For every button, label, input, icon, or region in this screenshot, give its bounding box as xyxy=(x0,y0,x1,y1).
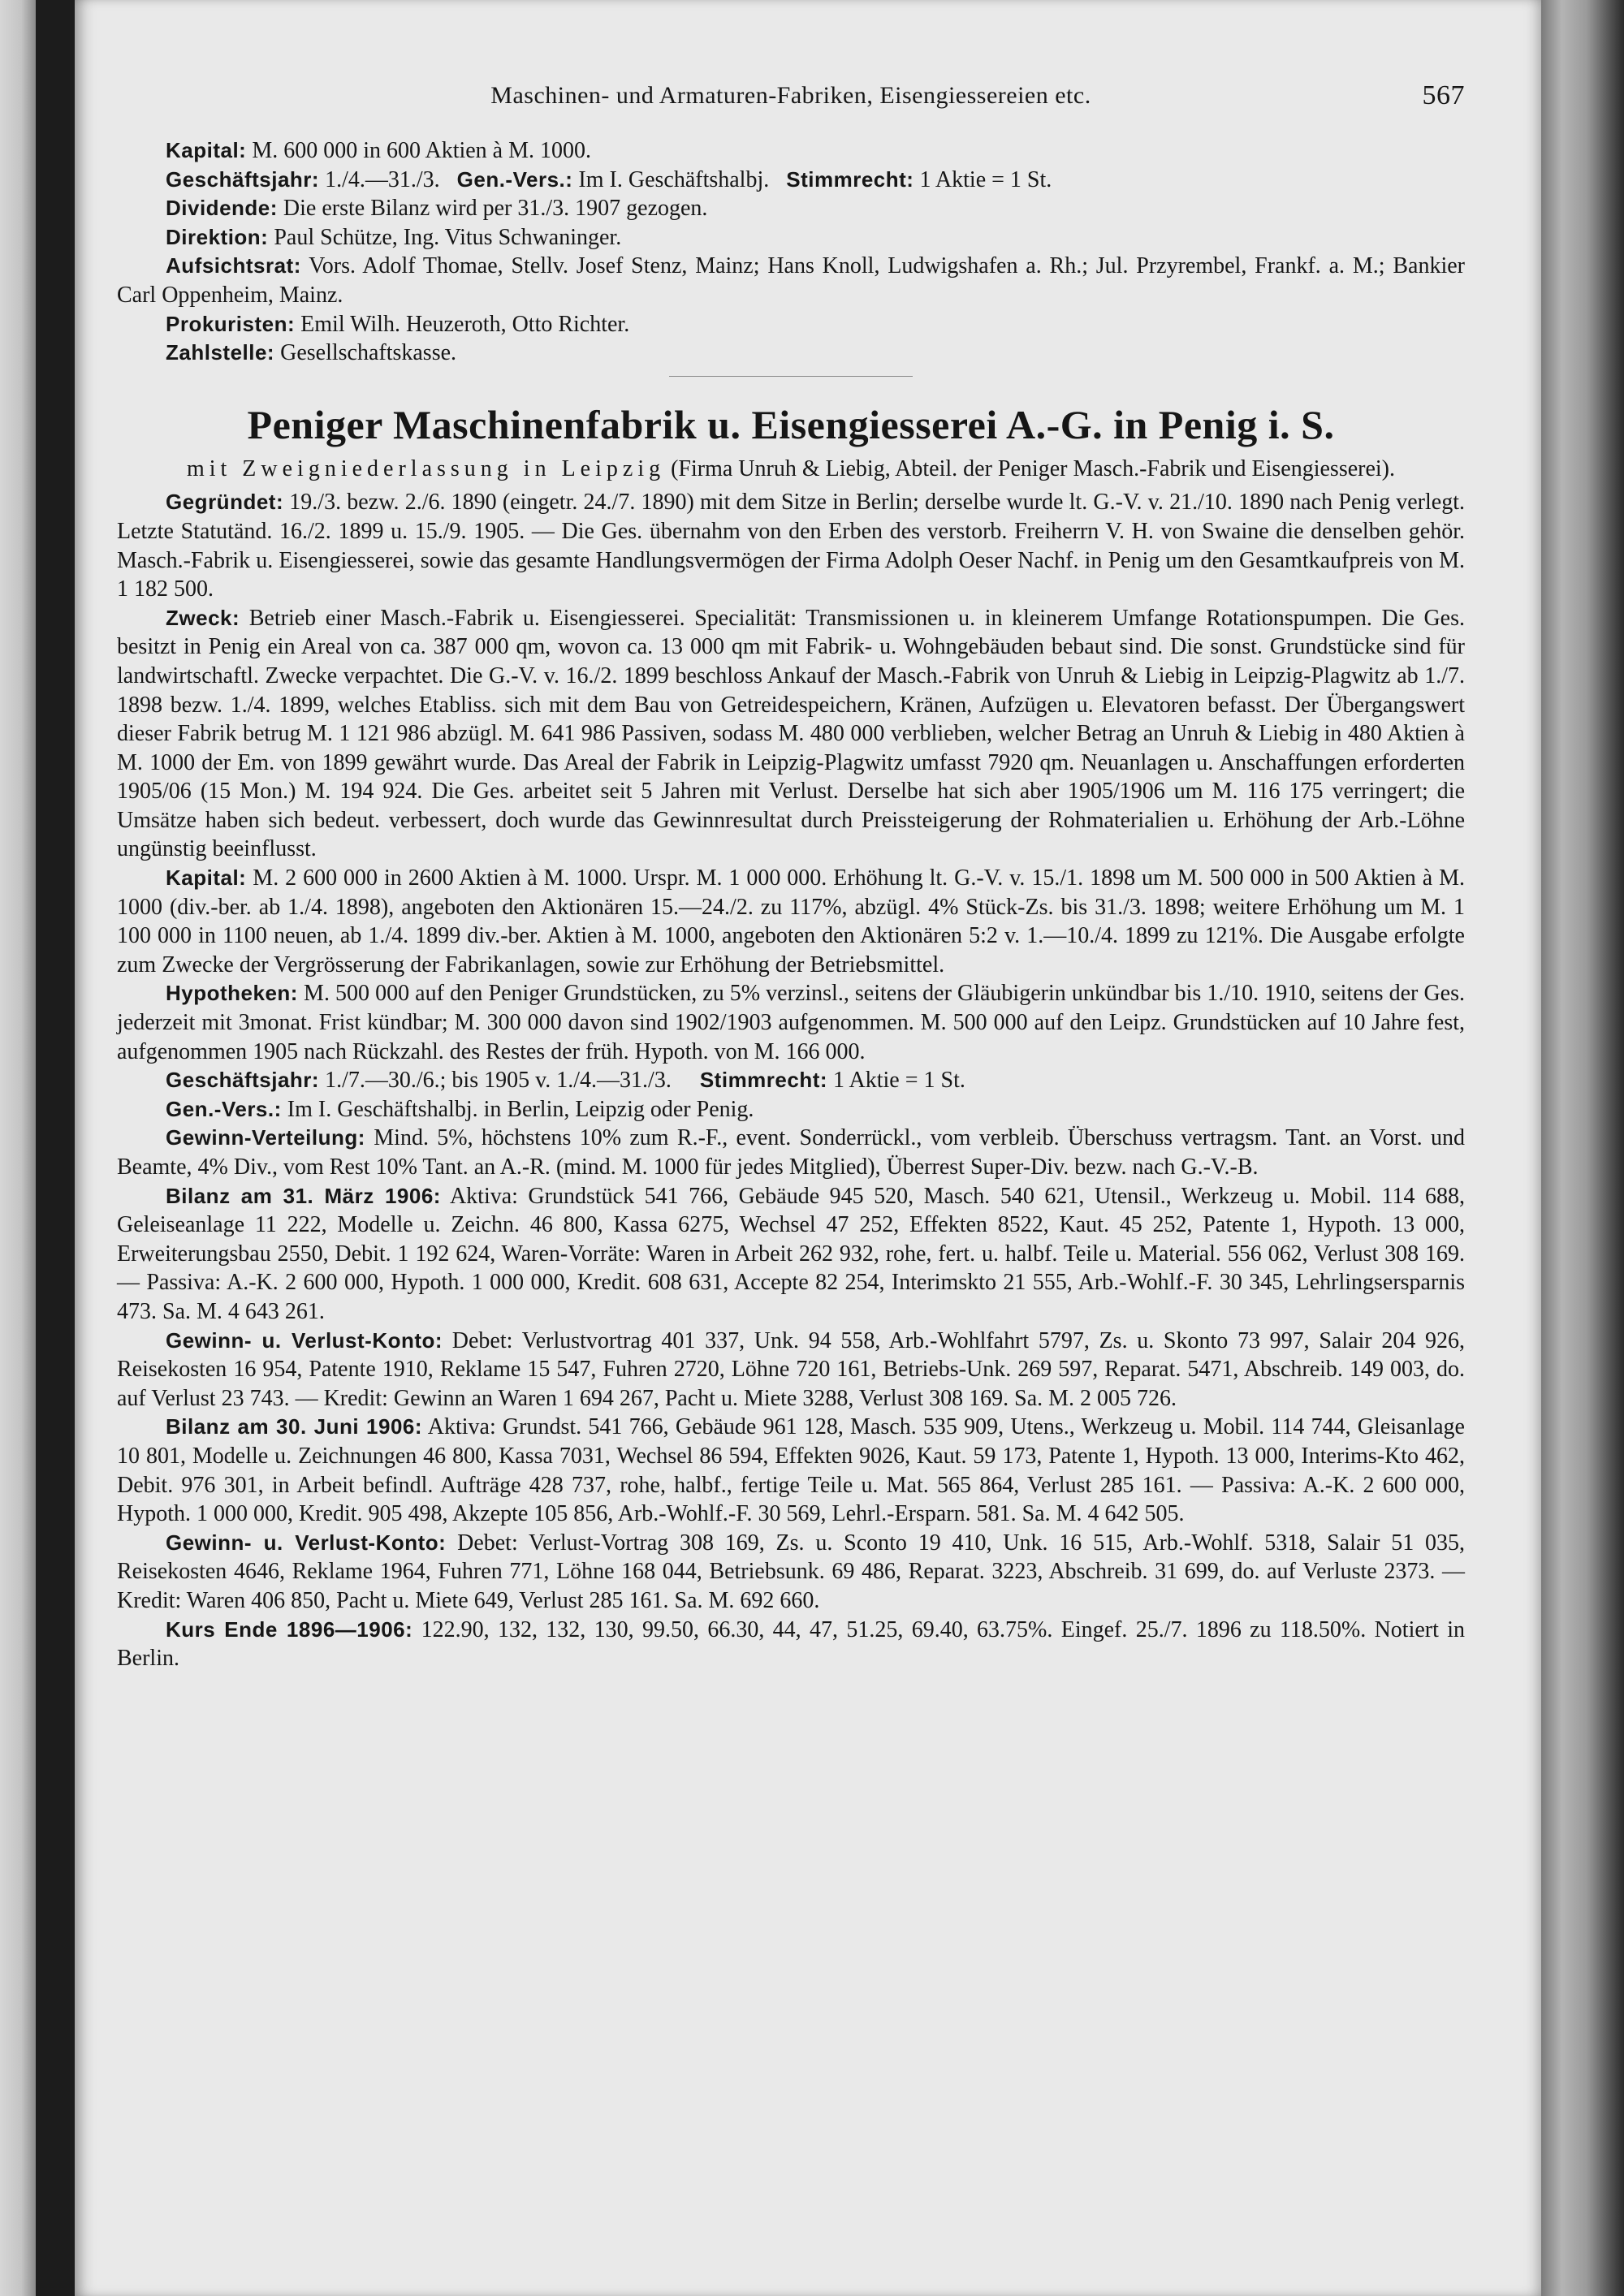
header-title: Maschinen- und Armaturen-Fabriken, Eisengiessereien etc. xyxy=(490,82,1091,109)
prev-direktion: Direktion: Paul Schütze, Ing. Vitus Schwaninger. xyxy=(166,224,622,250)
company-subtitle: mit Zweigniederlassung in Leipzig (Firma Unruh & Liebig, Abteil. der Peniger Masch.-Fabrik und Eisengiesserei). xyxy=(186,455,1396,481)
section-gegruendet: Gegründet: 19./3. bezw. 2./6. 1890 (eingetr. 24./7. 1890) mit dem Sitze in Berlin; derselbe wurde lt. G.-V. v. 21./10. 1890 nach Penig verlegt. Letzte Statutänd. 16./2. 1899 u. 15./9. 1905. — Die Ges. übernahm von den Erben des verstorb. Freiherrn V. H. von Swaine die denselben gehör. Masch.-Fabrik u. Eisengiesserei, sowie das gesamte Handlungsvermögen der Firma Adolph Oeser Nachf. in Penig um den Gesamtkaufpreis von M. 1 182 500. xyxy=(117,490,1465,602)
company-title: Peniger Maschinenfabrik u. Eisengiesserei A.-G. in Penig i. S. xyxy=(247,401,1335,447)
section-geschaeftsjahr: Geschäftsjahr: 1./7.—30./6.; bis 1905 v. 1./4.—31./3. Stimmrecht: 1 Aktie = 1 St. xyxy=(166,1068,965,1094)
prev-kapital: Kapital: M. 600 000 in 600 Aktien à M. 1000. xyxy=(166,138,592,163)
prev-aufsichtsrat: Aufsichtsrat: Vors. Adolf Thomae, Stellv. Josef Stenz, Mainz; Hans Knoll, Ludwigshafen a. Rh.; Jul. Przyrembel, Frankf. a. M.; Bankier Carl Oppenheim, Mainz. xyxy=(117,253,1465,308)
section-kurs: Kurs Ende 1896—1906: 122.90, 132, 132, 130, 99.50, 66.30, 44, 47, 51.25, 69.40, 63.75%. Eingef. 25./7. 1896 zu 118.50%. Notiert in Berlin. xyxy=(117,1616,1465,1672)
prev-dividende: Dividende: Die erste Bilanz wird per 31./3. 1907 gezogen. xyxy=(166,196,708,222)
section-guv-1906-06: Gewinn- u. Verlust-Konto: Debet: Verlust-Vortrag 308 169, Zs. u. Sconto 19 410, Unk. 16 515, Arb.-Wohlf. 5318, Salair 51 035, Reisekosten 4646, Reklame 1964, Fuhren 771, Löhne 168 044, Betriebsunk. 69 486, Reparat. 3223, Abschreib. 31 699, do. auf Verluste 2373. — Kredit: Waren 406 850, Pacht u. Miete 649, Verlust 285 161. Sa. M. 692 660. xyxy=(117,1530,1466,1613)
section-guv-1906-03: Gewinn- u. Verlust-Konto: Debet: Verlustvortrag 401 337, Unk. 94 558, Arb.-Wohlfahrt 5797, Zs. u. Skonto 73 997, Salair 204 926, Reisekosten 16 954, Patente 1910, Reklame 15 547, Fuhren 2720, Löhne 720 161, Betriebs-Unk. 269 597, Reparat. 5471, Abschreib. 149 003, do. auf Verlust 23 743. — Kredit: Gewinn an Waren 1 694 267, Pacht u. Miete 3288, Verlust 308 169. Sa. M. 2 005 726. xyxy=(117,1327,1465,1411)
page-content xyxy=(117,76,1465,1673)
prev-prokuristen: Prokuristen: Emil Wilh. Heuzeroth, Otto Richter. xyxy=(166,311,630,337)
section-gen-vers: Gen.-Vers.: Im I. Geschäftshalbj. in Berlin, Leipzig oder Penig. xyxy=(166,1096,754,1122)
prev-geschaeftsjahr: Geschäftsjahr: 1./4.—31./3. Gen.-Vers.: Im I. Geschäftshalbj. Stimmrecht: 1 Aktie = 1 St. xyxy=(166,166,1052,192)
section-zweck: Zweck: Betrieb einer Masch.-Fabrik u. Eisengiesserei. Specialität: Transmissionen u. in kleinerem Umfange Rotationspumpen. Die Ges. besitzt in Penig ein Areal von ca. 387 000 qm, wovon ca. 13 000 qm mit Fabrik- u. Wohngebäuden bebaut sind. Die sonst. Grundstücke sind für landwirtschaftl. Zwecke verpachtet. Die G.-V. v. 16./2. 1899 beschloss Ankauf der Masch.-Fabrik von Unruh & Liebig in Leipzig-Plagwitz ab 1./7. 1898 bezw. 1./4. 1899, welches Etabliss. sich mit dem Bau von Getreidespeichern, Kränen, Aufzügen u. Elevatoren befasst. Der Übergangswert dieser Fabrik betrug M. 1 121 986 abzügl. M. 641 986 Passiven, sodass M. 480 000 verblieben, welcher Betrag an Unruh & Liebig in 480 Aktien à M. 1000 der Em. von 1899 gewährt wurde. Das Areal der Fabrik in Leipzig-Plagwitz umfasst 7920 qm. Neuanlagen u. Anschaffungen erforderten 1905/06 (15 Mon.) M. 194 924. Die Ges. arbeitet seit 5 Jahren mit Verlust. Derselbe hat sich aber 1905/1906 um M. 116 175 verringert; die Umsätze haben sich bedeut. verbessert, doch wurde das Gewinnresultat durch Preissteigerung der Rohmaterialien u. Erhöhung der Arb.-Löhne ungünstig beeinflusst. xyxy=(117,605,1465,862)
scan-left-margin xyxy=(0,0,36,2296)
section-kapital: Kapital: M. 2 600 000 in 2600 Aktien à M. 1000. Urspr. M. 1 000 000. Erhöhung lt. G.-V. v. 15./1. 1898 um M. 500 000 in 500 Aktien à M. 1000 (div.-ber. ab 1./4. 1898), angeboten den Aktionären 15.—24./2. zu 117%, abzügl. 4% Stück-Zs. bis 31./3. 1898; weitere Erhöhung um M. 1 100 000 in 1100 neuen, ab 1./4. 1899 div.-ber. Aktien à M. 1000, angeboten den Aktionären 5:2 v. 1.—10./4. 1899 zu 121%. Die Ausgabe erfolgte zum Zwecke der Vergrösserung der Fabrikanlagen, sowie zur Erhöhung der Betriebsmittel. xyxy=(117,865,1466,978)
section-divider xyxy=(669,376,913,377)
section-bilanz-1906-03: Bilanz am 31. März 1906: Aktiva: Grundstück 541 766, Gebäude 945 520, Masch. 540 621, Utensil., Werkzeug u. Mobil. 114 688, Geleiseanlage 11 222, Modelle u. Zeichn. 46 800, Kassa 6275, Wechsel 47 252, Effekten 8522, Kaut. 45 252, Patente 1, Hypoth. 13 000, Erweiterungsbau 2550, Debit. 1 192 624, Waren-Vorräte: Waren in Arbeit 262 932, rohe, fert. u. halbf. Teile u. Material. 556 062, Verlust 308 169. — Passiva: A.-K. 2 600 000, Hypoth. 1 000 000, Kredit. 608 631, Accepte 82 254, Interimskto 21 555, Arb.-Wohlf.-F. 30 345, Lehrlingsersparnis 473. Sa. M. 4 643 261. xyxy=(117,1183,1465,1324)
scan-book-edge xyxy=(1541,0,1624,2296)
running-header xyxy=(117,76,1465,115)
section-gewinn-verteilung: Gewinn-Verteilung: Mind. 5%, höchstens 10% zum R.-F., event. Sonderrückl., vom verbleib. Überschuss vertragsm. Tant. an Vorst. und Beamte, 4% Div., vom Rest 10% Tant. an A.-R. (mind. M. 1000 für jedes Mitglied), Überrest Super-Div. bezw. nach G.-V.-B. xyxy=(117,1125,1466,1180)
book-page xyxy=(75,0,1541,2296)
section-hypotheken: Hypotheken: M. 500 000 auf den Peniger Grundstücken, zu 5% verzinsl., seitens der Gläubigerin unkündbar bis 1./10. 1910, seitens der Ges. jederzeit mit 3monat. Frist kündbar; M. 300 000 davon sind 1902/1903 aufgenommen. M. 500 000 auf den Leipz. Grundstücken auf 10 Jahre fest, aufgenommen 1905 nach Rückzahl. des Restes der früh. Hypoth. von M. 166 000. xyxy=(117,981,1465,1064)
page-number: 567 xyxy=(1422,80,1465,110)
section-bilanz-1906-06: Bilanz am 30. Juni 1906: Aktiva: Grundst. 541 766, Gebäude 961 128, Masch. 535 909, Utens., Werkzeug u. Mobil. 114 744, Gleisanlage 10 801, Modelle u. Zeichnungen 46 800, Kassa 7031, Wechsel 86 594, Effekten 9026, Kaut. 59 173, Patente 1, Hypoth. 13 000, Interims-Kto 462, Debit. 976 301, in Arbeit befindl. Aufträge 428 737, rohe, halbf., fertige Teile u. Mat. 565 864, Verlust 285 161. — Passiva: A.-K. 2 600 000, Hypoth. 1 000 000, Kredit. 905 498, Akzepte 105 856, Arb.-Wohlf.-F. 30 569, Lehrl.-Ersparn. 581. Sa. M. 4 642 505. xyxy=(117,1414,1465,1527)
prev-zahlstelle: Zahlstelle: Gesellschaftskasse. xyxy=(166,340,457,366)
